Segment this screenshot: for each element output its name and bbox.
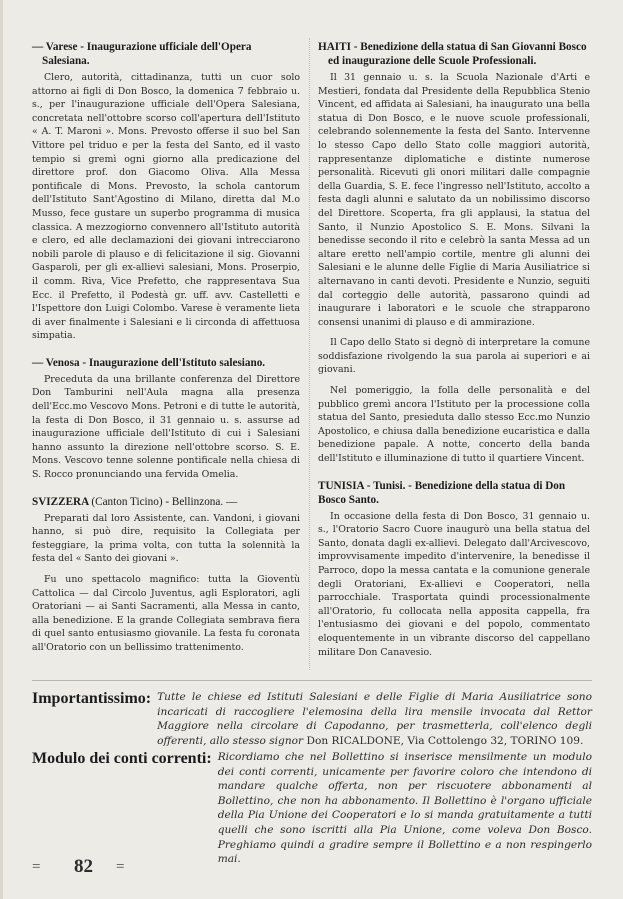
article-paragraph: Preceduta da una brillante conferenza del Direttore Don Tamburini nell'Aula magna alla presenza dell'Ecc.mo Vescovo Mons. Petroni e di tutte le autorità, la festa di Don Bosco, il 31 gennaio u. s. assurse ad inaugurazione ufficiale dell'Istituto di cui i Salesiani hanno assunto la direzione nell'ottobre scorso. S. E. Mons. Vescovo tenne solenne pontificale nella chiesa di S. Rocco pronunciando una fervida Omelia. xyxy=(32,373,300,481)
notice-label: Importantissimo: xyxy=(32,690,152,707)
notice-text xyxy=(157,690,592,748)
notice-body-text: Ricordiamo che nel Bollettino si inserisce mensilmente un modulo dei conti correnti, unicamente per favorire coloro che intendono di mandare qualche offerta, non per riscuotere abbonamenti al Bollettino, che non ha abbonamento. Il Bollettino è l'organo ufficiale della Pia Unione dei Cooperatori e lo si manda gratuitamente a tutti quelli che sono iscritti alla Pia Unione, come voleva Don Bosco. Preghiamo quindi a gradire sempre il Bollettino e a non respingerlo mai. xyxy=(217,751,592,866)
notice-address: Don RICALDONE, Via Cottolengo 32, TORINO 109. xyxy=(306,734,584,747)
article-tunisia xyxy=(318,479,590,660)
article-title: TUNISIA - Tunisi. - Benedizione della statua di Don Bosco Santo. xyxy=(318,479,566,506)
page-number: 82 xyxy=(74,856,93,877)
left-column xyxy=(32,40,300,662)
article-svizzera xyxy=(32,495,300,655)
article-paragraph: Preparati dal loro Assistente, can. Vandoni, i giovani hanno, si può dire, requisito la Collegiata per festeggiare, la prima volta, con tutta la solennità la festa del « Santo dei giovani ». xyxy=(32,512,300,565)
right-column xyxy=(318,40,590,666)
footer-ornament-left: = xyxy=(32,859,41,875)
article-paragraph: Fu uno spettacolo magnifico: tutta la Gioventù Cattolica — dal Circolo Juventus, agli Esploratori, agli Oratoriani — ai Santi Sacramenti, alla Messa in canto, alla benedizione. E la grande Collegiata sembrava fiera di quel santo entusiasmo giovanile. La festa fu coronata all'Oratorio con un bellissimo trattenimento. xyxy=(32,574,300,653)
article-paragraph: Il 31 gennaio u. s. la Scuola Nazionale d'Arti e Mestieri, fondata dal Presidente della Repubblica Stenio Vincent, ed affidata ai Salesiani, ha inaugurato una bella statua di Don Bosco, e le nuove scuole professionali, celebrando solennemente la festa del Santo. Intervenne lo stesso Capo dello Stato colle maggiori autorità, rappresentanze diplomatiche e distinte numerose personalità. Ricevuti gli onori militari dalle compagnie della Guardia, S. E. fece l'ingresso nell'Istituto, accolto a festa dagli alunni e salutato da un nobilissimo discorso del Direttore. Scoperta, fra gli applausi, la statua del Santo, il Nunzio Apostolico S. E. Mons. Silvani la benedisse secondo il rito e celebrò la santa Messa ad un altare eretto nell'ampio cortile, mentre gli alunni dei Salesiani e le alunne delle Figlie di Maria Ausiliatrice si alternavano in canti devoti. Presidente e Nunzio, seguiti dal corteggio delle autorità, passarono quindi ad inaugurare i laboratori e le scuole che strapparono consensi unanimi di plauso e di ammirazione. xyxy=(318,72,590,328)
notice-label: Modulo dei conti correnti: xyxy=(32,750,212,767)
notice-importantissimo xyxy=(32,690,592,748)
article-paragraph: Nel pomeriggio, la folla delle personalità e del pubblico gremì ancora l'Istituto per la processione colla statua del Santo, presieduta dallo stesso Ecc.mo Nunzio Apostolico, e chiusa dalla benedizione eucaristica e dalla benedizione papale. A notte, concerto della banda dell'Istituto e illuminazione di tutto il quartiere Vincent. xyxy=(318,385,590,465)
country-name: SVIZZERA xyxy=(32,495,89,508)
article-paragraph: Clero, autorità, cittadinanza, tutti un cuor solo attorno ai figli di Don Bosco, la domenica 7 febbraio u. s., per l'inaugurazione ufficiale dell'Opera Salesiana, concretata nell'ottobre scorso coll'apertura dell'Istituto « A. T. Maroni ». Mons. Prevosto offerse il suo bel San Vittore pel triduo e per la festa del Santo, ed il vasto tempio si gremì ogni giorno alla predicazione del direttore prof. don Giacomo Oliva. Alla Messa pontificale di Mons. Prevosto, la schola cantorum dell'Istituto Sant'Agostino di Milano, diretta dal M.o Musso, fece gustare un superbo programma di musica classica. A mezzogiorno convennero all'Istituto autorità e clero, ed alle declamazioni dei giovani intrecciarono nobili parole di plauso e di felicitazione il sig. Giovanni Gasparoli, per gli ex-allievi salesiani, Mons. Proserpio, il comm. Riva, Vice Prefetto, che rappresentava Sua Ecc. il Prefetto, il Podestà gr. uff. avv. Castelletti e l'Ispettore don Luigi Colombo. Varese è veramente lieta di aver finalmente i Salesiani e li circonda di affettuosa simpatia. xyxy=(32,72,300,342)
section-rule xyxy=(32,680,592,681)
article-paragraph: Il Capo dello Stato si degnò di interpretare la comune soddisfazione rivolgendo la sua parola ai superiori e ai giovani. xyxy=(318,337,590,376)
column-divider xyxy=(309,38,310,670)
notice-modulo xyxy=(32,750,592,867)
article-venosa xyxy=(32,356,300,482)
notice-body-text: Tutte le chiese ed Istituti Salesiani e delle Figlie di Maria Ausiliatrice sono incaricati di raccogliere l'elemosina della lira mensile invocata dal Rettor Maggiore nella circolare di Capodanno, per trasmetterla, coll'elenco degli offerenti, allo stesso signor xyxy=(157,691,592,747)
article-title: HAITI - Benedizione della statua di San Giovanni Bosco ed inaugurazione delle Scuole Professionali. xyxy=(318,41,587,67)
article-title: — Varese - Inaugurazione ufficiale dell'Opera Salesiana. xyxy=(32,41,252,67)
notice-text xyxy=(218,750,592,867)
article-title xyxy=(32,495,300,509)
article-varese xyxy=(32,40,300,343)
article-title: — Venosa - Inaugurazione dell'Istituto salesiano. xyxy=(32,356,266,369)
page-edge xyxy=(0,0,3,899)
article-haiti xyxy=(318,40,590,466)
footer-ornament-right: = xyxy=(116,859,125,875)
place-name: (Canton Ticino) - Bellinzona. — xyxy=(91,495,238,508)
page-footer xyxy=(32,856,172,880)
article-paragraph: In occasione della festa di Don Bosco, 31 gennaio u. s., l'Oratorio Sacro Cuore inaugurò una bella statua del Santo, donata dagli ex-allievi. Delegato dall'Arcivescovo, improvvisamente impedito d'intervenire, la benedisse il Parroco, dopo la messa cantata e la comunione generale degli Oratoriani, Ex-allievi e Cooperatori, nella parrocchiale. Trasportata quindi processionalmente all'Oratorio, fu collocata nella apposita cappella, fra l'entusiasmo dei giovani e del popolo, commentato eloquentemente in un vibrante discorso del cappellano militare Don Canavesio. xyxy=(318,510,590,658)
